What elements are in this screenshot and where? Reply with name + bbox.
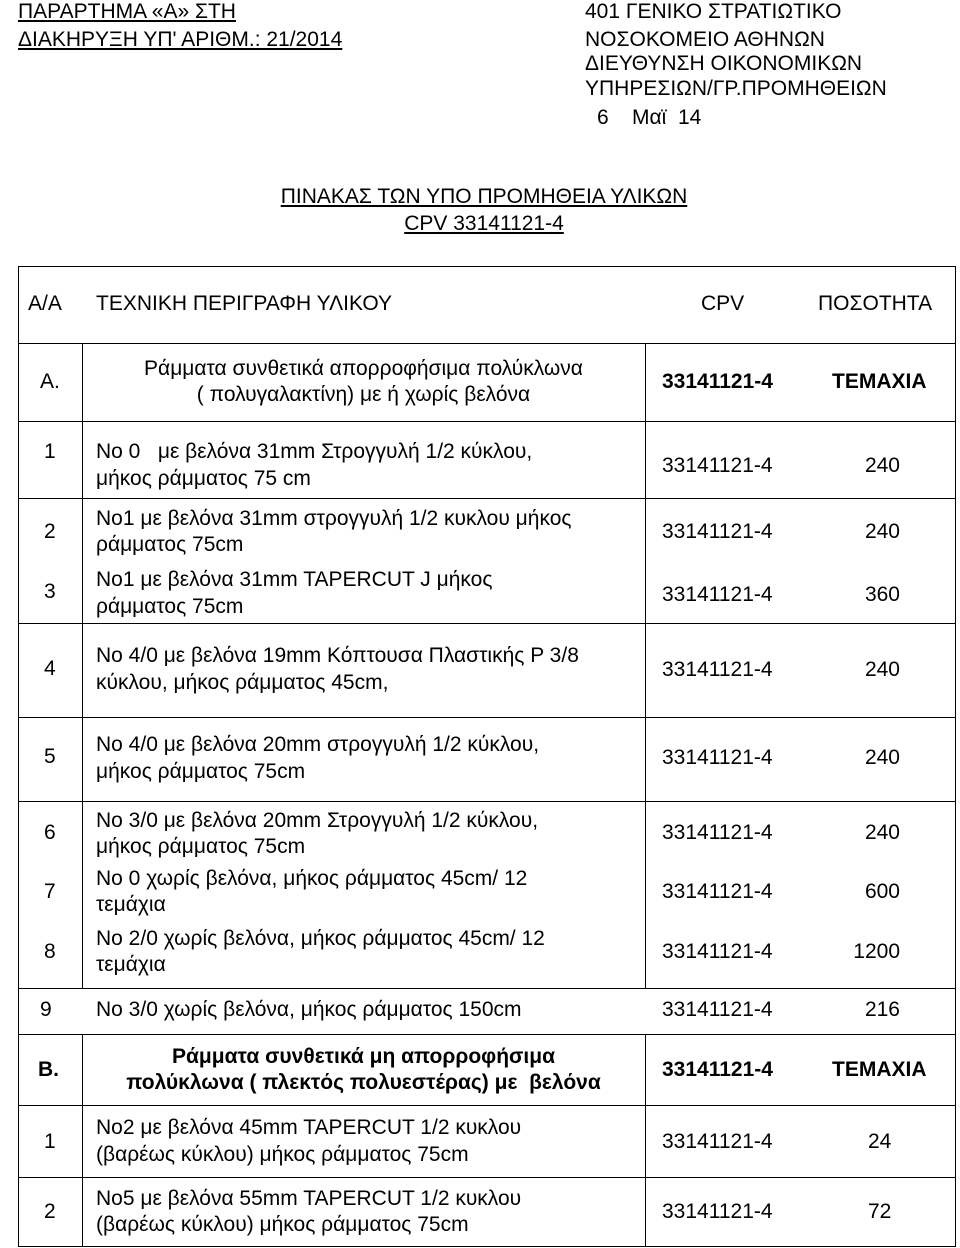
item-number: 9 xyxy=(40,998,52,1021)
column-divider xyxy=(955,266,956,1246)
section-title: πολύκλωνα ( πλεκτός πολυεστέρας) με βελόνα xyxy=(126,1071,601,1094)
item-description: τεμάχια xyxy=(96,953,166,976)
item-cpv: 33141121-4 xyxy=(662,583,773,606)
item-number: 4 xyxy=(44,657,56,680)
item-quantity: 240 xyxy=(864,658,900,681)
column-divider xyxy=(18,266,19,1246)
item-cpv: 33141121-4 xyxy=(662,658,773,681)
row-divider xyxy=(18,1034,956,1035)
item-number: 7 xyxy=(44,880,56,903)
item-quantity: 600 xyxy=(864,880,900,903)
item-description: (βαρέως κύκλου) μήκος ράμματος 75cm xyxy=(96,1213,469,1236)
item-description: τεμάχια xyxy=(96,893,166,916)
item-number: 1 xyxy=(44,440,56,463)
row-divider xyxy=(18,1105,956,1106)
item-description: Νο1 με βελόνα 31mm στρογγυλή 1/2 κυκλου μήκος xyxy=(96,507,572,530)
section-label: Β. xyxy=(38,1058,59,1081)
row-divider xyxy=(18,801,956,802)
item-cpv: 33141121-4 xyxy=(662,880,773,903)
item-cpv: 33141121-4 xyxy=(662,821,773,844)
row-divider xyxy=(18,343,956,344)
section-title: ( πολυγαλακτίνη) με ή χωρίς βελόνα xyxy=(196,383,531,406)
column-header-description: ΤΕΧΝΙΚΗ ΠΕΡΙΓΡΑΦΗ ΥΛΙΚΟΥ xyxy=(96,292,392,315)
item-description: ράμματος 75cm xyxy=(96,533,244,556)
item-number: 3 xyxy=(44,580,56,603)
column-header-quantity: ΠΟΣΟΤΗΤΑ xyxy=(818,292,933,315)
document-date: 6 Μαϊ 14 xyxy=(597,106,702,129)
item-quantity: 1200 xyxy=(853,940,900,963)
column-divider xyxy=(82,343,83,988)
item-quantity: 240 xyxy=(864,746,900,769)
item-cpv: 33141121-4 xyxy=(662,998,773,1021)
directorate: ΔΙΕΥΘΥΝΣΗ ΟΙΚΟΝΟΜΙΚΩΝ xyxy=(585,52,863,75)
item-quantity: 24 xyxy=(868,1130,892,1153)
item-description: μήκος ράμματος 75cm xyxy=(96,760,306,783)
row-divider xyxy=(18,717,956,718)
row-divider xyxy=(18,421,956,422)
item-description: Νο 4/0 με βελόνα 20mm στρογγυλή 1/2 κύκλου, xyxy=(96,733,540,756)
item-number: 8 xyxy=(44,940,56,963)
item-description: Νο 2/0 χωρίς βελόνα, μήκος ράμματος 45cm/ 12 xyxy=(96,927,545,950)
section-cpv: 33141121-4 xyxy=(662,1058,773,1081)
row-divider xyxy=(18,1246,956,1247)
item-cpv: 33141121-4 xyxy=(662,746,773,769)
column-divider xyxy=(645,343,646,988)
item-cpv: 33141121-4 xyxy=(662,940,773,963)
item-description: (βαρέως κύκλου) μήκος ράμματος 75cm xyxy=(96,1143,469,1166)
section-cpv: 33141121-4 xyxy=(662,370,773,393)
table-cpv: CPV 33141121-4 xyxy=(404,212,564,235)
item-description: Νο 4/0 με βελόνα 19mm Κόπτουσα Πλαστικής P 3/8 xyxy=(96,644,579,667)
tender-number: ΔΙΑΚΗΡΥΞΗ ΥΠ' ΑΡΙΘΜ.: 21/2014 xyxy=(18,28,343,51)
section-title: Ράμματα συνθετικά μη απορροφήσιμα xyxy=(172,1045,555,1068)
item-cpv: 33141121-4 xyxy=(662,520,773,543)
item-cpv: 33141121-4 xyxy=(662,1130,773,1153)
hospital-name: 401 ΓΕΝΙΚΟ ΣΤΡΑΤΙΩΤΙΚΟ xyxy=(585,0,842,23)
item-quantity: 240 xyxy=(864,821,900,844)
item-number: 2 xyxy=(44,1200,56,1223)
item-number: 6 xyxy=(44,821,56,844)
annex-label: ΠΑΡΑΡΤΗΜΑ «Α» ΣΤΗ xyxy=(18,0,236,23)
table-title: ΠΙΝΑΚΑΣ ΤΩΝ ΥΠΟ ΠΡΟΜΗΘΕΙΑ ΥΛΙΚΩΝ xyxy=(280,185,688,208)
item-number: 1 xyxy=(44,1130,56,1153)
row-divider xyxy=(18,498,956,499)
item-description: Νο2 με βελόνα 45mm TAPERCUT 1/2 κυκλου xyxy=(96,1116,522,1139)
item-description: Νο5 με βελόνα 55mm TAPERCUT 1/2 κυκλου xyxy=(96,1187,522,1210)
item-number: 2 xyxy=(44,520,56,543)
item-description: Νο 0 χωρίς βελόνα, μήκος ράμματος 45cm/ 12 xyxy=(96,867,528,890)
row-divider xyxy=(18,1177,956,1178)
item-description: ράμματος 75cm xyxy=(96,595,244,618)
item-description: μήκος ράμματος 75 cm xyxy=(96,467,311,490)
item-quantity: 216 xyxy=(864,998,900,1021)
item-description: Νο 0 με βελόνα 31mm Στρογγυλή 1/2 κύκλου, xyxy=(96,440,533,463)
item-description: Νο 3/0 με βελόνα 20mm Στρογγυλή 1/2 κύκλου, xyxy=(96,809,539,832)
item-cpv: 33141121-4 xyxy=(662,454,773,477)
item-quantity: 360 xyxy=(864,583,900,606)
section-title: Ράμματα συνθετικά απορροφήσιμα πολύκλωνα xyxy=(144,357,583,380)
item-cpv: 33141121-4 xyxy=(662,1200,773,1223)
section-unit: ΤΕΜΑΧΙΑ xyxy=(832,1058,927,1081)
column-header-cpv: CPV xyxy=(701,292,745,315)
hospital-city: ΝΟΣΟΚΟΜΕΙΟ ΑΘΗΝΩΝ xyxy=(585,28,825,51)
item-description: Νο1 με βελόνα 31mm TAPERCUT J μήκος xyxy=(96,568,493,591)
item-description: κύκλου, μήκος ράμματος 45cm, xyxy=(96,671,389,694)
office: ΥΠΗΡΕΣΙΩΝ/ΓΡ.ΠΡΟΜΗΘΕΙΩΝ xyxy=(585,77,887,100)
row-divider xyxy=(18,623,956,624)
item-quantity: 240 xyxy=(864,454,900,477)
section-unit: ΤΕΜΑΧΙΑ xyxy=(832,370,927,393)
item-quantity: 72 xyxy=(868,1200,892,1223)
item-number: 5 xyxy=(44,745,56,768)
row-divider xyxy=(18,988,956,989)
column-header-aa: Α/Α xyxy=(28,292,62,315)
item-description: Νο 3/0 χωρίς βελόνα, μήκος ράμματος 150cm xyxy=(96,998,522,1021)
item-quantity: 240 xyxy=(864,520,900,543)
column-divider xyxy=(645,1034,646,1246)
item-description: μήκος ράμματος 75cm xyxy=(96,835,306,858)
section-label: Α. xyxy=(40,370,60,393)
row-divider xyxy=(18,266,956,267)
